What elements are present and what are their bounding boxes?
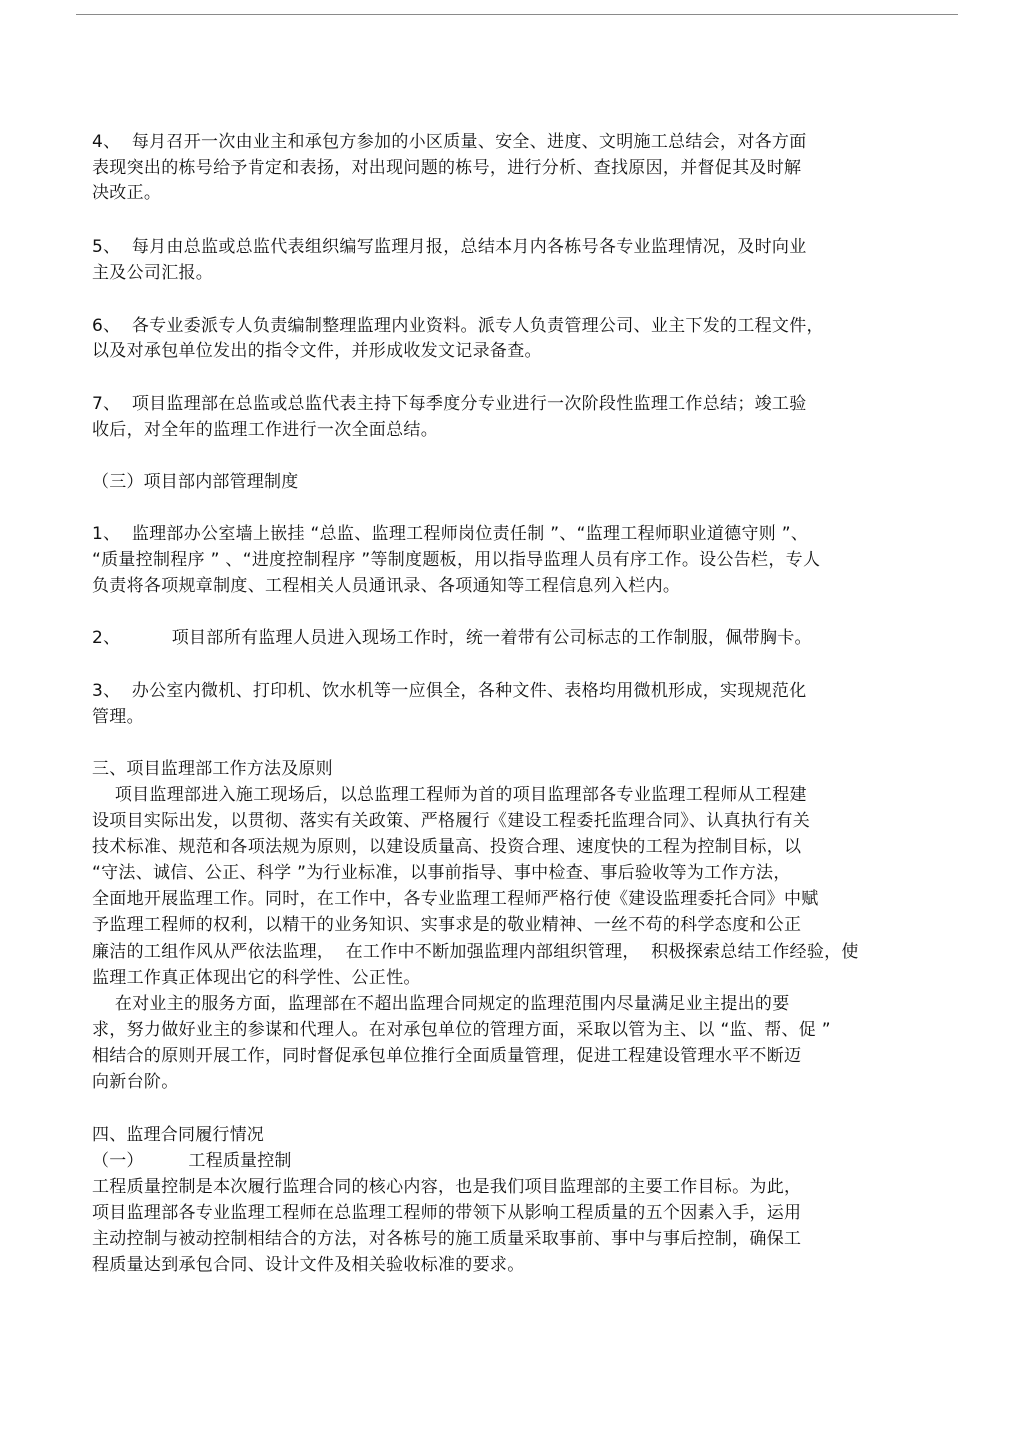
rule-1-line-3: 负责将各项规章制度、工程相关人员通讯录、各项通知等工程信息列入栏内。 (92, 576, 681, 596)
item-4-line-2: 表现突出的栋号给予肯定和表扬，对出现问题的栋号，进行分析、查找原因，并督促其及时解 (92, 158, 802, 178)
item-4-line-1: 4、 每月召开一次由业主和承包方参加的小区质量、安全、进度、文明施工总结会，对各方面 (92, 132, 807, 152)
rule-1-line-2: “质量控制程序 ” 、“进度控制程序 ”等制度题板，用以指导监理人员有序工作。设公告栏，专人 (92, 550, 821, 570)
part-3-para-2-line-2: 求，努力做好业主的参谋和代理人。在对承包单位的管理方面，采取以管为主、以 “监、帮、促 ” (92, 1020, 831, 1040)
part-3-para-1-line-6: 予监理工程师的权利，以精干的业务知识、实事求是的敬业精神、一丝不苟的科学态度和公正 (92, 915, 802, 935)
rule-3-line-1: 3、 办公室内微机、打印机、饮水机等一应俱全，各种文件、表格均用微机形成，实现规范化 (92, 681, 807, 701)
page-header-rule (76, 14, 958, 15)
part-3-para-1-line-1: 项目监理部进入施工现场后，以总监理工程师为首的项目监理部各专业监理工程师从工程建 (92, 785, 807, 805)
part-4-para-1-line-3: 主动控制与被动控制相结合的方法，对各栋号的施工质量采取事前、事中与事后控制，确保工 (92, 1229, 802, 1249)
part-3-para-1-line-3: 技术标准、规范和各项法规为原则，以建设质量高、投资合理、速度快的工程为控制目标，以 (92, 837, 802, 857)
item-4-line-3: 决改正。 (92, 183, 162, 203)
item-5-line-2: 主及公司汇报。 (92, 263, 214, 283)
item-7-line-2: 收后，对全年的监理工作进行一次全面总结。 (92, 420, 438, 440)
part-4-para-1-line-2: 项目监理部各专业监理工程师在总监理工程师的带领下从影响工程质量的五个因素入手，运用 (92, 1203, 802, 1223)
part-3-para-1-line-8: 监理工作真正体现出它的科学性、公正性。 (92, 968, 421, 988)
part-3-para-2-line-4: 向新台阶。 (92, 1072, 179, 1092)
part-4-para-1-line-4: 程质量达到承包合同、设计文件及相关验收标准的要求。 (92, 1255, 525, 1275)
rule-1-line-1: 1、 监理部办公室墙上嵌挂 “总监、监理工程师岗位责任制 ”、“监理工程师职业道德守则 ”、 (92, 524, 809, 544)
item-7-line-1: 7、 项目监理部在总监或总监代表主持下每季度分专业进行一次阶段性监理工作总结；竣工验 (92, 394, 807, 414)
part-3-para-1-line-4: “守法、诚信、公正、科学 ”为行业标准，以事前指导、事中检查、事后验收等为工作方法， (92, 863, 791, 883)
part-3-para-1-line-7: 廉洁的工组作风从严依法监理， 在工作中不断加强监理内部组织管理， 积极探索总结工作经验，使 (92, 942, 859, 962)
item-5-line-1: 5、 每月由总监或总监代表组织编写监理月报，总结本月内各栋号各专业监理情况，及时向业 (92, 237, 807, 257)
rule-3-line-2: 管理。 (92, 707, 144, 727)
rule-2-line-1: 2、 项目部所有监理人员进入现场工作时，统一着带有公司标志的工作制服，佩带胸卡。 (92, 628, 812, 648)
part-4-subheading-1: （一） 工程质量控制 (92, 1151, 292, 1171)
part-4-heading: 四、监理合同履行情况 (92, 1125, 264, 1145)
part-3-para-2-line-3: 相结合的原则开展工作，同时督促承包单位推行全面质量管理，促进工程建设管理水平不断迈 (92, 1046, 802, 1066)
part-3-heading: 三、项目监理部工作方法及原则 (92, 759, 333, 779)
part-3-para-1-line-5: 全面地开展监理工作。同时，在工作中，各专业监理工程师严格行使《建设监理委托合同》中赋 (92, 889, 819, 909)
item-6-line-2: 以及对承包单位发出的指令文件，并形成收发文记录备查。 (92, 341, 542, 361)
item-6-line-1: 6、 各专业委派专人负责编制整理监理内业资料。派专人负责管理公司、业主下发的工程文件， (92, 316, 824, 336)
part-3-para-1-line-2: 设项目实际出发，以贯彻、落实有关政策、严格履行《建设工程委托监理合同》、认真执行有关 (92, 811, 811, 831)
part-4-para-1-line-1: 工程质量控制是本次履行监理合同的核心内容，也是我们项目监理部的主要工作目标。为此， (92, 1177, 802, 1197)
part-3-para-2-line-1: 在对业主的服务方面，监理部在不超出监理合同规定的监理范围内尽量满足业主提出的要 (92, 994, 790, 1014)
section-3-heading: （三）项目部内部管理制度 (92, 472, 299, 492)
